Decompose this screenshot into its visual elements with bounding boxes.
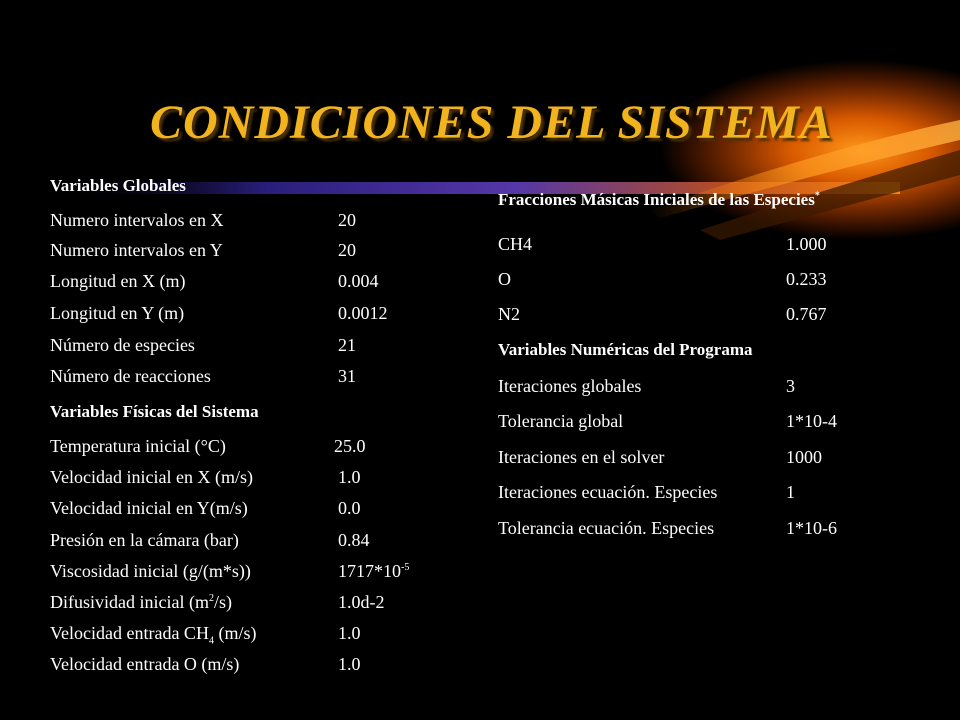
row-value: 1.0d-2: [338, 592, 385, 612]
row-label: Tolerancia ecuación. Especies: [498, 518, 715, 538]
row-value: 0.0012: [338, 303, 388, 323]
row-value: 21: [338, 335, 356, 355]
row-value: 0.84: [338, 530, 370, 550]
row-value: 1.0: [338, 623, 361, 643]
row-label: Longitud en X (m): [50, 271, 186, 291]
row-label: Difusividad inicial $(m^2/s)$: [50, 592, 232, 612]
row-label: Velocidad entrada $CH_4$ (m/s): [50, 623, 257, 647]
section-fracciones-masicas: Fracciones Másicas Iniciales de las Especies*: [498, 190, 820, 209]
row-value: 25.0: [334, 436, 366, 456]
section-variables-fisicas: Variables Físicas del Sistema: [50, 402, 259, 421]
row-label: Tolerancia global: [498, 411, 624, 431]
row-label: Velocidad inicial en X (m/s): [50, 467, 253, 487]
row-value: 1*10-6: [786, 518, 837, 538]
row-label: Velocidad entrada O (m/s): [50, 654, 240, 674]
row-label: Temperatura inicial (°C): [50, 436, 226, 456]
row-label: Longitud en Y (m): [50, 303, 185, 323]
row-label: CH4: [498, 234, 533, 254]
row-value: 1.0: [338, 467, 361, 487]
row-label: Iteraciones globales: [498, 376, 642, 396]
row-value: 1.0: [338, 654, 361, 674]
section-variables-globales: Variables Globales: [50, 176, 186, 195]
row-label: Iteraciones ecuación. Especies: [498, 482, 718, 502]
row-label: Viscosidad inicial (g/(m*s)): [50, 561, 251, 581]
row-value: 0.233: [786, 269, 827, 289]
row-label: Iteraciones en el solver: [498, 447, 665, 467]
page-title: CONDICIONES DEL SISTEMA: [150, 96, 833, 149]
row-value: $1717*10^{-5}$: [338, 561, 410, 581]
row-value: 0.004: [338, 271, 379, 291]
row-label: Número de especies: [50, 335, 195, 355]
row-value: 1*10-4: [786, 411, 837, 431]
section-variables-numericas: Variables Numéricas del Programa: [498, 340, 753, 359]
row-label: Número de reacciones: [50, 366, 211, 386]
row-label: Numero intervalos en X: [50, 210, 224, 230]
row-value: 1000: [786, 447, 822, 467]
row-value: 0.767: [786, 304, 827, 324]
row-label: Presión en la cámara (bar): [50, 530, 239, 550]
row-label: Numero intervalos en Y: [50, 240, 223, 260]
row-value: 1.000: [786, 234, 827, 254]
row-value: 31: [338, 366, 356, 386]
row-value: 20: [338, 210, 356, 230]
row-value: 20: [338, 240, 356, 260]
row-value: 3: [786, 376, 795, 396]
row-label: Velocidad inicial en Y(m/s): [50, 498, 248, 518]
row-value: 0.0: [338, 498, 361, 518]
row-value: 1: [786, 482, 795, 502]
row-label: N2: [498, 304, 520, 324]
row-label: O: [498, 269, 511, 289]
